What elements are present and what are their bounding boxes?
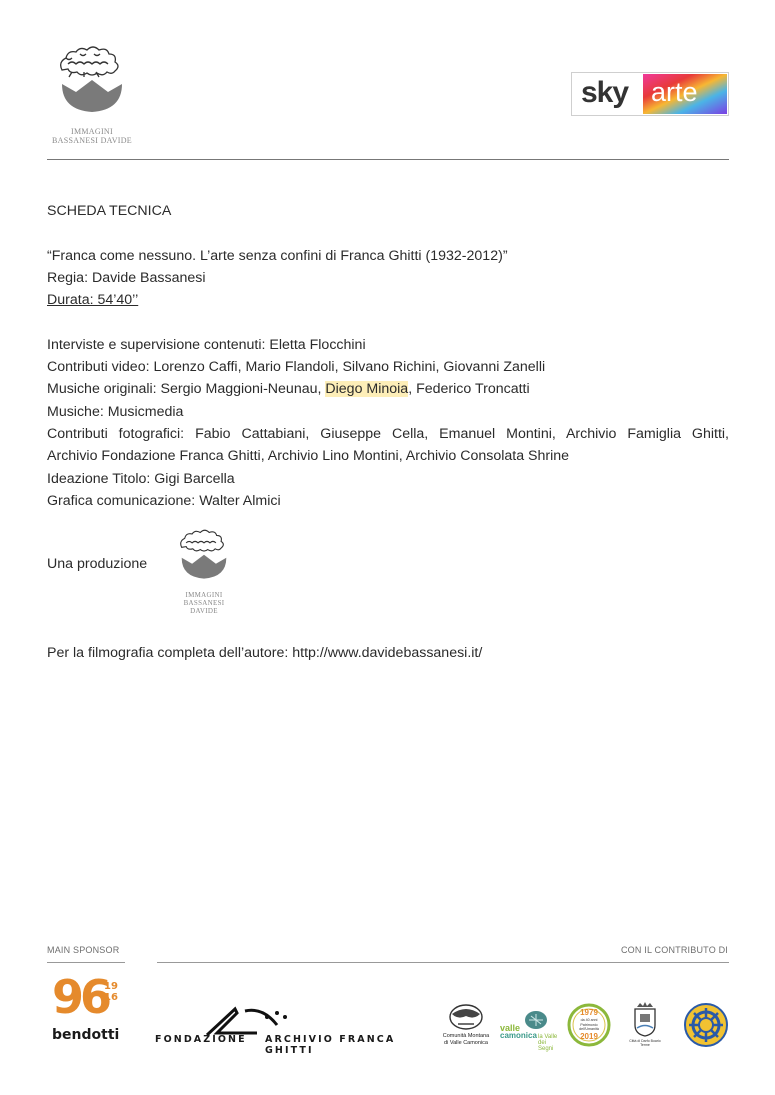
durata: Durata: 54’40’’ [47, 292, 139, 309]
unesco-badge [567, 1003, 611, 1047]
comune-crest [626, 1001, 664, 1049]
rotary-logo [683, 1002, 729, 1048]
unesco-year1: 1979 [580, 1008, 598, 1017]
regia: Regia: Davide Bassanesi [47, 269, 206, 286]
main-sponsor-label: MAIN SPONSOR [47, 945, 120, 955]
contributo-divider [157, 962, 729, 963]
musiche-originali-suffix: , Federico Troncatti [408, 381, 530, 398]
musiche-originali-prefix: Musiche originali: Sergio Maggioni-Neunau, [47, 381, 326, 398]
credit-ideazione: Ideazione Titolo: Gigi Barcella [47, 470, 235, 487]
small-logo-caption-line1: IMMAGINI [185, 591, 223, 599]
bendotti-name: bendotti [52, 1027, 120, 1043]
logo-caption-line2: BASSANESI DAVIDE [52, 136, 132, 145]
credit-contributi-video: Contributi video: Lorenzo Caffi, Mario Flandoli, Silvano Richini, Giovanni Zanelli [47, 359, 546, 376]
bendotti-year-top: 19 [104, 981, 118, 992]
film-title: “Franca come nessuno. L’arte senza confini di Franca Ghitti (1932-2012)” [47, 247, 508, 264]
valle-line1: valle [500, 1023, 521, 1033]
highlighted-name: Diego Minoia [325, 381, 409, 398]
filmografia-line: Per la filmografia completa dell’autore: http://www.davidebassanesi.it/ [47, 645, 483, 661]
valle-line2: camonica [500, 1031, 537, 1040]
sponsor-divider [47, 962, 125, 963]
logo-caption-line1: IMMAGINI [71, 127, 113, 136]
bendotti-monogram: 96 [52, 970, 109, 1024]
immagini-bassanesi-logo [52, 44, 132, 144]
sky-arte-logo [571, 72, 729, 116]
fondazione-label: FONDAZIONE [155, 1034, 247, 1045]
credit-interviste: Interviste e supervisione contenuti: Eletta Flocchini [47, 336, 366, 353]
header-divider [47, 159, 729, 160]
bendotti-year-bottom: 16 [104, 992, 118, 1003]
valle-line3: la Valle [538, 1034, 558, 1040]
small-logo-caption-line2: BASSANESI DAVIDE [183, 599, 225, 615]
credit-fotografici-line2: Archivio Fondazione Franca Ghitti, Archivio Lino Montini, Archivio Consolata Shrine [47, 448, 570, 465]
credit-musiche: Musiche: Musicmedia [47, 403, 184, 420]
sky-wordmark: sky [581, 76, 629, 109]
unesco-text: da 40 anni Patrimonio dell'Umanità [579, 1018, 599, 1031]
produzione-label: Una produzione [47, 556, 148, 572]
archivio-label: ARCHIVIO FRANCA GHITTI [265, 1034, 396, 1056]
comunita-line2: di Valle Camonica [444, 1040, 488, 1046]
credit-grafica: Grafica comunicazione: Walter Almici [47, 492, 281, 509]
unesco-year2: 2019 [580, 1032, 598, 1041]
bendotti-logo [50, 970, 120, 1046]
contributo-label: CON IL CONTRIBUTO DI [620, 945, 728, 955]
comunita-line1: Comunità Montana [442, 1033, 490, 1039]
bassanesi-logo-small-icon [172, 528, 236, 586]
credit-fotografici-line1: Contributi fotografici: Fabio Cattabiani, Giuseppe Cella, Emanuel Montini, Archivio Famiglia Ghitti, [47, 425, 729, 442]
valle-line4: dei Segni [538, 1040, 554, 1052]
rock-art-icon [524, 1010, 548, 1030]
valle-camonica-logo [498, 1010, 562, 1050]
comunita-montana-logo [440, 1002, 492, 1050]
credit-musiche-originali [47, 378, 729, 400]
fondazione-ghitti-logo [155, 1003, 425, 1056]
bassanesi-logo-icon [52, 44, 132, 122]
scheda-tecnica [47, 200, 729, 512]
city-crest-icon [632, 1001, 658, 1037]
arte-wordmark: arte [651, 77, 698, 107]
rotary-wheel-icon [683, 1002, 729, 1048]
section-heading: SCHEDA TECNICA [47, 203, 172, 219]
eagle-emblem-icon [448, 1002, 484, 1032]
comune-text: Città di Darfo Boario Terme [629, 1039, 661, 1047]
produzione-logo [172, 528, 236, 615]
